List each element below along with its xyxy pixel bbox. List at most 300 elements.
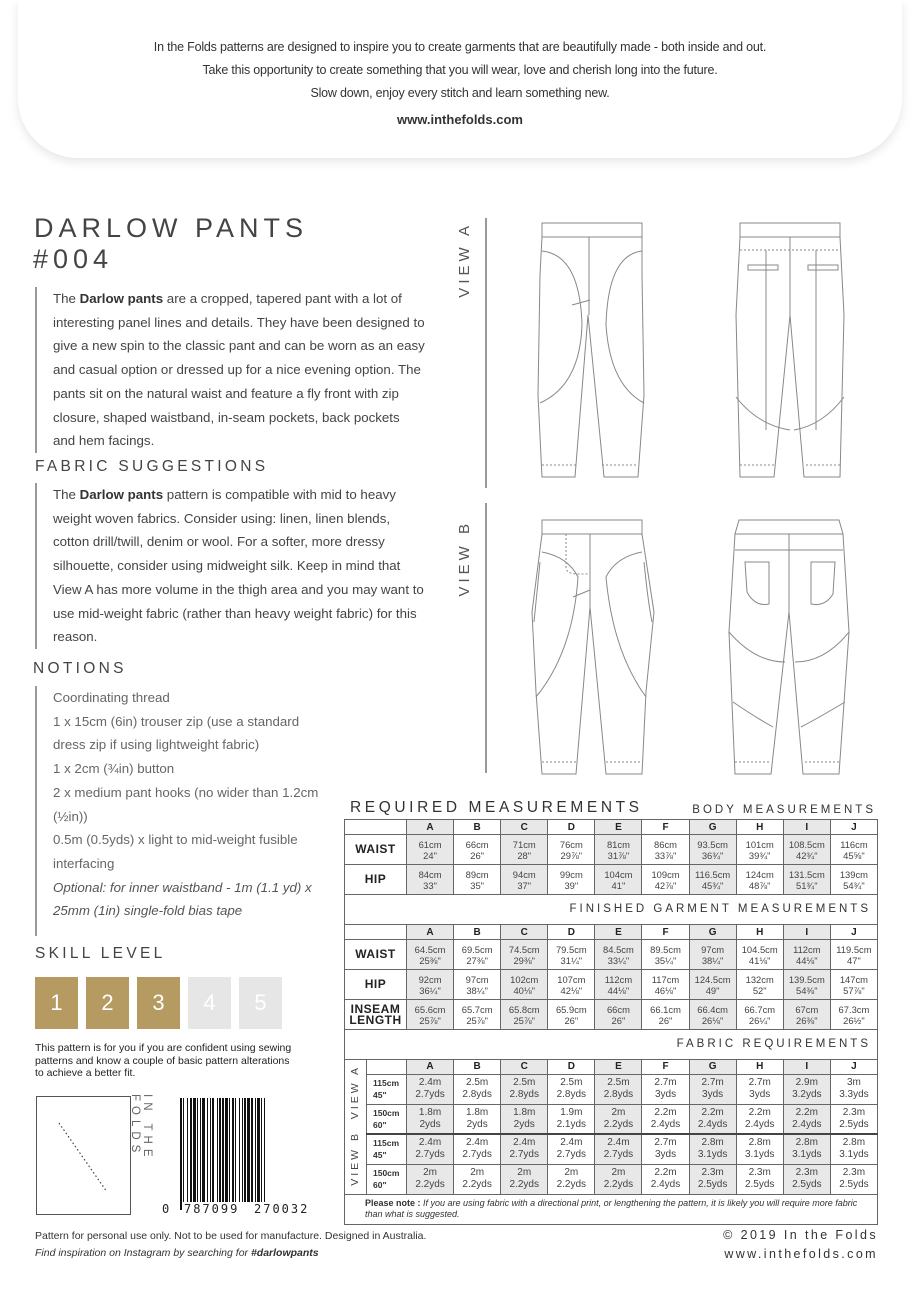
fabric-view-a: VIEW A	[349, 1065, 361, 1120]
imperial-value: 33¼"	[607, 954, 630, 966]
fabric-cell	[595, 1164, 642, 1194]
size-header: G	[689, 820, 736, 835]
fabric-yards: 2.5yds	[839, 1179, 869, 1190]
measurement-cell	[407, 940, 454, 970]
metric-value: 67.3cm	[838, 1003, 870, 1015]
fabric-metres: 2.5m	[513, 1077, 536, 1088]
fabric-cell	[642, 1164, 689, 1194]
metric-value: 66.7cm	[744, 1003, 776, 1015]
fabric-yards: 2.7yds	[556, 1149, 587, 1161]
row-label: HIP	[345, 970, 407, 1000]
measurement-cell	[548, 970, 595, 1000]
imperial-value: 26"	[470, 849, 485, 861]
metric-value: 116cm	[840, 838, 868, 850]
measurement-cell	[830, 865, 877, 895]
imperial-value: 52"	[752, 984, 767, 996]
metric-value: 147cm	[839, 973, 868, 985]
size-header: A	[407, 925, 454, 940]
fabric-cell	[830, 1074, 877, 1104]
imperial-value: 35"	[470, 879, 485, 891]
barcode-bar	[187, 1098, 188, 1202]
metric-value: 119.5cm	[836, 943, 872, 955]
fabric-metres: 3m	[846, 1077, 861, 1088]
fabric-requirements-table	[344, 1059, 878, 1225]
measurement-cell	[783, 970, 830, 1000]
fabric-cell	[689, 1074, 736, 1104]
fabric-prefix: The	[53, 487, 80, 502]
fabric-metres: 2.5m	[560, 1077, 583, 1088]
fabric-view-b: VIEW B	[349, 1131, 361, 1186]
fabric-yards: 2.8yds	[556, 1089, 587, 1100]
size-header: B	[454, 1059, 501, 1074]
imperial-value: 44⅛"	[796, 954, 818, 966]
fabric-metres: 2.4m	[607, 1137, 630, 1149]
fabric-yards: 2yds	[419, 1118, 441, 1130]
measurement-cell	[407, 970, 454, 1000]
fabric-cell	[736, 1074, 783, 1104]
size-header: J	[830, 925, 877, 940]
measurement-cell	[407, 835, 454, 865]
fabric-metres: 2m	[423, 1167, 437, 1178]
fabric-yards: 3.1yds	[839, 1149, 869, 1161]
metric-value: 66.4cm	[697, 1003, 728, 1015]
fabric-yards: 2.2yds	[603, 1118, 634, 1130]
skill-description: This pattern is for you if you are confident using sewing patterns and know a couple of basic pattern alterations to achieve a better fit.	[35, 1042, 292, 1079]
intro-bold: Darlow pants	[79, 291, 164, 306]
imperial-value: 36¾"	[701, 849, 724, 861]
fabric-yards: 3yds	[654, 1089, 677, 1100]
brand-logo-text: IN THE FOLDS	[129, 1094, 153, 1162]
fabric-metres: 2.9m	[795, 1077, 818, 1088]
skill-box-4: 4	[188, 977, 231, 1029]
barcode-bar	[210, 1098, 211, 1202]
fabric-row	[345, 1164, 878, 1194]
measurement-cell	[642, 1000, 689, 1030]
measurement-cell	[407, 865, 454, 895]
fabric-cell	[689, 1104, 736, 1134]
fabric-cell	[830, 1164, 877, 1194]
fabric-width-cm: 150cm	[373, 1168, 400, 1178]
barcode-bar	[190, 1098, 192, 1202]
imperial-value: 41⅛"	[748, 954, 771, 966]
imperial-value: 42⅞"	[654, 879, 677, 891]
banner-line: Slow down, enjoy every stitch and learn something new.	[310, 86, 610, 100]
intro-prefix: The	[53, 291, 80, 306]
measurement-cell	[595, 865, 642, 895]
metric-value: 102cm	[510, 973, 539, 985]
metric-value: 131.5cm	[788, 868, 825, 880]
imperial-value: 38¼"	[466, 984, 488, 996]
fabric-cell	[548, 1104, 595, 1134]
measurement-cell	[783, 1000, 830, 1030]
fabric-yards: 3.3yds	[839, 1089, 869, 1100]
imperial-value: 39"	[564, 879, 579, 891]
fabric-metres: 2m	[470, 1167, 485, 1178]
fabric-width	[367, 1134, 407, 1164]
fabric-cell	[642, 1074, 689, 1104]
imperial-value: 28"	[517, 849, 532, 861]
fabric-metres: 2.3m	[842, 1167, 866, 1178]
measurement-cell	[736, 835, 783, 865]
imperial-value: 29⅜"	[513, 954, 536, 966]
fabric-body: pattern is compatible with mid to heavy weight woven fabrics. Consider using: linen, linen blends, cotton drill/twill, denim or wool. For a softer, more dressy silhouette, consider using midweight silk. Keep in mind that View A has more volume in the thigh area and you may want to use mid-weight fabric (rather than heavy weight fabric) for this reason.	[53, 487, 424, 645]
metric-value: 65.7cm	[461, 1003, 493, 1015]
imperial-value: 42¾"	[796, 849, 818, 861]
fabric-metres: 1.8m	[466, 1106, 489, 1118]
measurement-cell	[595, 835, 642, 865]
fabric-cell	[595, 1074, 642, 1104]
fabric-bold: Darlow pants	[79, 487, 164, 502]
fabric-metres: 2.3m	[842, 1106, 866, 1118]
pattern-title: DARLOW PANTS	[34, 213, 309, 243]
fabric-metres: 2.7m	[748, 1077, 771, 1088]
fabric-section-header	[345, 1030, 878, 1060]
fabric-cell	[595, 1134, 642, 1164]
size-header: I	[783, 925, 830, 940]
metric-value: 79.5cm	[555, 943, 587, 955]
size-header: D	[548, 820, 595, 835]
fabric-metres: 2.2m	[701, 1106, 724, 1118]
fabric-cell	[736, 1134, 783, 1164]
measurement-cell	[830, 835, 877, 865]
fabric-heading: FABRIC SUGGESTIONS	[35, 458, 269, 475]
skill-level-indicator	[35, 977, 282, 1029]
size-header: D	[548, 925, 595, 940]
fabric-cell	[407, 1104, 454, 1134]
size-header: G	[689, 1059, 736, 1074]
skill-heading: SKILL LEVEL	[35, 945, 166, 962]
barcode-bar	[222, 1098, 224, 1210]
metric-value: 66cm	[606, 1003, 630, 1015]
view-b-label: VIEW B	[456, 520, 473, 597]
fabric-width-cm: 150cm	[373, 1107, 400, 1118]
imperial-value: 31⅞"	[607, 849, 630, 861]
view-b-front-illustration	[528, 512, 663, 787]
imperial-value: 26"	[564, 1014, 579, 1026]
measurement-cell	[689, 940, 736, 970]
barcode-bar	[193, 1098, 196, 1202]
metric-value: 139.5cm	[788, 973, 825, 985]
fabric-metres: 2m	[564, 1167, 579, 1178]
barcode-bar	[212, 1098, 214, 1202]
size-header: H	[736, 925, 783, 940]
header-blank	[345, 925, 407, 940]
fabric-yards: 2.7yds	[415, 1089, 445, 1100]
imperial-value: 37"	[517, 879, 532, 891]
measurement-cell	[783, 835, 830, 865]
imperial-value: 40⅛"	[513, 984, 536, 996]
metric-value: 66.1cm	[650, 1003, 681, 1015]
size-header: C	[501, 820, 548, 835]
barcode-bar	[217, 1098, 218, 1202]
barcode-bar	[235, 1098, 236, 1202]
view-a-front-illustration	[530, 215, 660, 490]
barcode-bar	[244, 1098, 246, 1202]
fabric-cell	[830, 1134, 877, 1164]
barcode-bar	[180, 1098, 182, 1210]
metric-value: 64.5cm	[414, 943, 446, 955]
measurement-cell	[548, 835, 595, 865]
measurement-cell	[595, 1000, 642, 1030]
metric-value: 99cm	[559, 868, 583, 880]
imperial-value: 38¼"	[701, 954, 724, 966]
notions-heading: NOTIONS	[33, 660, 127, 677]
barcode-bar	[200, 1098, 201, 1202]
fabric-yards: 2.2yds	[462, 1179, 492, 1190]
fabric-cell	[830, 1104, 877, 1134]
size-header: H	[736, 1059, 783, 1074]
imperial-value: 33"	[423, 879, 437, 891]
instagram-prompt: Find inspiration on Instagram by searching for	[35, 1247, 251, 1259]
fabric-width	[367, 1104, 407, 1134]
fabric-text	[35, 483, 427, 649]
fabric-yards: 2.5yds	[839, 1118, 869, 1130]
metric-value: 66cm	[465, 838, 489, 850]
imperial-value: 25⅞"	[419, 1014, 441, 1026]
fabric-cell	[454, 1164, 501, 1194]
notion-optional: Optional: for inner waistband - 1m (1.1 yd) x 25mm (1in) single-fold bias tape	[53, 879, 312, 919]
note-text: If you are using fabric with a directional print, or lengthening the pattern, it is likely you will require more fabric than what is suggested.	[365, 1197, 858, 1219]
metric-value: 67cm	[795, 1003, 819, 1015]
imperial-value: 26"	[658, 1014, 673, 1026]
imperial-value: 45⅝"	[843, 849, 865, 861]
fabric-yards: 2.5yds	[697, 1179, 728, 1190]
view-b-view-a-label	[350, 1065, 361, 1186]
view-a-divider	[485, 218, 487, 488]
fabric-metres: 2.5m	[466, 1077, 489, 1088]
fabric-cell	[642, 1134, 689, 1164]
banner-line: Take this opportunity to create something that you will wear, love and cherish long into the future.	[202, 63, 718, 77]
header-blank	[367, 1059, 407, 1074]
fabric-cell	[736, 1104, 783, 1134]
size-header: E	[595, 1059, 642, 1074]
fabric-yards: 3.1yds	[697, 1149, 728, 1161]
skill-box-1: 1	[35, 977, 78, 1029]
imperial-value: 41"	[611, 879, 626, 891]
size-header: G	[689, 925, 736, 940]
measurement-row	[345, 970, 878, 1000]
measurement-cell	[501, 835, 548, 865]
metric-value: 104cm	[604, 868, 633, 880]
view-column	[345, 1059, 367, 1194]
barcode-bar	[219, 1098, 221, 1202]
notion-item: Coordinating thread	[53, 690, 170, 705]
fabric-yards: 2.5yds	[744, 1179, 775, 1190]
imperial-value: 44⅛"	[607, 984, 630, 996]
fabric-yards: 2.7yds	[603, 1149, 634, 1161]
measurement-cell	[407, 1000, 454, 1030]
imperial-value: 36¼"	[419, 984, 441, 996]
size-header: J	[830, 820, 877, 835]
fabric-cell	[548, 1164, 595, 1194]
barcode-bar	[261, 1098, 262, 1202]
imperial-value: 26⅜"	[796, 1014, 818, 1026]
imperial-value: 45¾"	[701, 879, 724, 891]
skill-box-5: 5	[239, 977, 282, 1029]
metric-value: 93.5cm	[697, 838, 728, 850]
size-header-row	[345, 820, 878, 835]
required-measurements-title: REQUIRED MEASUREMENTS	[350, 799, 643, 816]
fabric-metres: 2.4m	[560, 1137, 583, 1149]
legal-line: Pattern for personal use only. Not to be used for manufacture. Designed in Australia.	[35, 1230, 427, 1242]
fabric-yards: 2.7yds	[462, 1149, 492, 1161]
measurement-cell	[595, 940, 642, 970]
finished-section-header	[345, 895, 878, 925]
imperial-value: 31¼"	[560, 954, 583, 966]
barcode-bar	[255, 1098, 256, 1202]
fabric-yards: 2.8yds	[462, 1089, 492, 1100]
size-header: C	[501, 925, 548, 940]
measurement-cell	[642, 835, 689, 865]
imperial-value: 47"	[847, 954, 861, 966]
metric-value: 81cm	[606, 838, 630, 850]
fabric-cell	[783, 1164, 830, 1194]
measurement-cell	[689, 1000, 736, 1030]
metric-value: 84.5cm	[603, 943, 634, 955]
hashtag[interactable]: #darlowpants	[250, 1247, 319, 1259]
measurement-cell	[501, 865, 548, 895]
size-header: J	[830, 1059, 877, 1074]
imperial-value: 39¾"	[748, 849, 771, 861]
imperial-value: 27⅜"	[466, 954, 488, 966]
metric-value: 69.5cm	[461, 943, 493, 955]
intro-body: are a cropped, tapered pant with a lot of interesting panel lines and details. They have been designed to give a new spin to the classic pant and can be worn as an easy and casual option or dressed up for a nice evening option. The pants sit on the natural waist and feature a fly front with zip closure, shaped waistband, in-seam pockets, back pockets and hem facings.	[53, 291, 425, 449]
fabric-metres: 1.8m	[513, 1106, 536, 1118]
fabric-cell	[454, 1104, 501, 1134]
pattern-code: #004	[33, 244, 114, 274]
size-header: F	[642, 1059, 689, 1074]
fabric-metres: 1.9m	[560, 1106, 583, 1118]
measurement-cell	[783, 865, 830, 895]
measurement-row	[345, 1000, 878, 1030]
fabric-requirements-title: FABRIC REQUIREMENTS	[345, 1030, 878, 1060]
imperial-value: 26¼"	[748, 1014, 771, 1026]
size-header: B	[454, 820, 501, 835]
fabric-metres: 2.7m	[701, 1077, 724, 1088]
imperial-value: 26½"	[843, 1014, 865, 1026]
intro-text	[35, 287, 425, 453]
fabric-metres: 2.3m	[748, 1167, 771, 1178]
fabric-metres: 2.8m	[842, 1137, 866, 1149]
fabric-cell	[689, 1164, 736, 1194]
fabric-width-in: 60"	[373, 1180, 387, 1190]
legal-notice	[35, 1228, 426, 1262]
fabric-cell	[407, 1074, 454, 1104]
imperial-value: 46⅛"	[654, 984, 677, 996]
fabric-yards: 2.2yds	[509, 1179, 539, 1190]
fabric-cell	[548, 1134, 595, 1164]
fabric-metres: 2.7m	[654, 1077, 677, 1088]
fabric-metres: 2.8m	[701, 1137, 724, 1149]
finished-measurements-title: FINISHED GARMENT MEASUREMENTS	[345, 895, 878, 925]
measurement-cell	[642, 940, 689, 970]
barcode-bar	[242, 1098, 243, 1202]
fabric-metres: 2.8m	[748, 1137, 771, 1149]
imperial-value: 48⅞"	[748, 879, 771, 891]
imperial-value: 33⅞"	[654, 849, 677, 861]
barcode-bar	[225, 1098, 228, 1210]
fabric-metres: 2.7m	[654, 1137, 677, 1149]
fabric-metres: 2.2m	[654, 1106, 677, 1118]
metric-value: 76cm	[559, 838, 583, 850]
measurement-cell	[454, 1000, 501, 1030]
barcode-left-digits: 787099	[184, 1202, 240, 1216]
measurement-tables	[344, 819, 878, 1225]
fabric-note-row	[345, 1194, 878, 1224]
imperial-value: 25⅜"	[419, 954, 441, 966]
body-measurements-title: BODY MEASUREMENTS	[692, 804, 876, 816]
size-header: A	[407, 1059, 454, 1074]
metric-value: 94cm	[512, 868, 536, 880]
fabric-metres: 2.4m	[513, 1137, 536, 1149]
metric-value: 139cm	[839, 868, 868, 880]
size-header: A	[407, 820, 454, 835]
fabric-cell	[642, 1104, 689, 1134]
fabric-cell	[783, 1074, 830, 1104]
fabric-metres: 2.3m	[701, 1167, 724, 1178]
copyright	[723, 1226, 878, 1264]
fabric-yards: 3.1yds	[744, 1149, 775, 1161]
measurement-cell	[454, 940, 501, 970]
fabric-note	[345, 1194, 878, 1224]
fabric-cell	[501, 1134, 548, 1164]
measurement-cell	[830, 940, 877, 970]
metric-value: 74.5cm	[508, 943, 540, 955]
metric-value: 112cm	[604, 973, 633, 985]
fabric-metres: 2m	[611, 1106, 626, 1118]
fabric-metres: 2.2m	[795, 1106, 818, 1118]
imperial-value: 26"	[611, 1014, 626, 1026]
fabric-cell	[783, 1134, 830, 1164]
fabric-metres: 1.8m	[418, 1106, 442, 1118]
fabric-cell	[548, 1074, 595, 1104]
measurement-cell	[548, 940, 595, 970]
metric-value: 117cm	[651, 973, 680, 985]
fabric-cell	[689, 1134, 736, 1164]
notion-item: 0.5m (0.5yds) x light to mid-weight fusible interfacing	[53, 832, 298, 871]
metric-value: 107cm	[557, 973, 586, 985]
size-header: C	[501, 1059, 548, 1074]
imperial-value: 54⅜"	[796, 984, 818, 996]
metric-value: 116.5cm	[694, 868, 731, 880]
fabric-row	[345, 1074, 878, 1104]
copyright-line: © 2019 In the Folds	[723, 1228, 878, 1242]
metric-value: 89.5cm	[650, 943, 681, 955]
banner-url[interactable]: www.inthefolds.com	[397, 112, 523, 127]
fabric-yards: 2.4yds	[650, 1179, 681, 1190]
fabric-metres: 2.5m	[607, 1077, 630, 1088]
view-a-label: VIEW A	[456, 222, 473, 298]
measurement-cell	[736, 970, 783, 1000]
barcode-right-digits: 270032	[254, 1202, 310, 1216]
fabric-yards: 2yds	[466, 1118, 488, 1130]
fabric-yards: 2.1yds	[556, 1118, 587, 1130]
copyright-url[interactable]: www.inthefolds.com	[724, 1247, 878, 1261]
fabric-yards: 2.7yds	[509, 1149, 539, 1161]
imperial-value: 54¾"	[843, 879, 865, 891]
notion-item: 2 x medium pant hooks (no wider than 1.2cm (½in))	[53, 784, 319, 824]
measurement-cell	[736, 1000, 783, 1030]
barcode-first-digit: 0	[162, 1202, 172, 1216]
measurement-cell	[830, 1000, 877, 1030]
fabric-cell	[501, 1164, 548, 1194]
imperial-value: 42⅛"	[560, 984, 583, 996]
measurement-cell	[454, 970, 501, 1000]
size-header: E	[595, 820, 642, 835]
measurement-cell	[830, 970, 877, 1000]
metric-value: 84cm	[418, 868, 442, 880]
measurement-row	[345, 940, 878, 970]
